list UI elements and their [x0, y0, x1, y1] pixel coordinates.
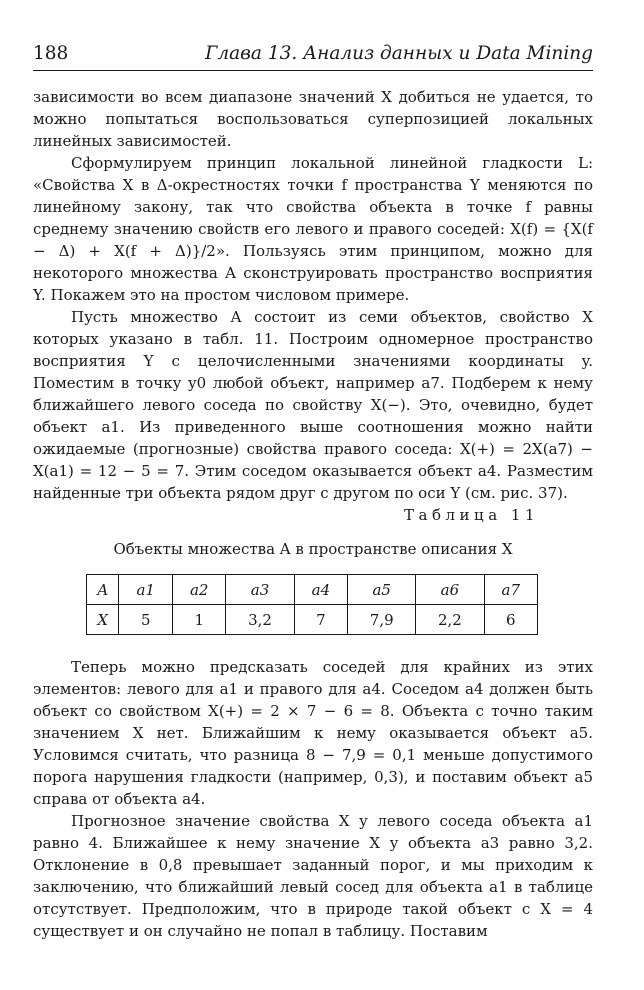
- table-row: [87, 605, 538, 635]
- paragraph: Теперь можно предсказать соседей для крайних из этих элементов: левого для a1 и правого для a4. Соседом a4 должен быть объект со свойством X(+) = 2 × 7 − 6 = 8. Объекта с точно таким значением X нет. Ближайшим к нему оказывается объект a5. Условимся считать, что разница 8 − 7,9 = 0,1 меньше допустимого порога нарушения гладкости (например, 0,3), и поставим объект a5 справа от объекта a4.: [33, 658, 593, 808]
- table-cell: a4: [294, 575, 347, 605]
- page-number: 188: [33, 43, 69, 64]
- body-text-top: [33, 86, 593, 504]
- body-text-bottom: [33, 656, 593, 942]
- paragraph: Прогнозное значение свойства X у левого соседа объекта a1 равно 4. Ближайшее к нему значение X у объекта a3 равно 3,2. Отклонение в 0,8 превышает заданный порог, и мы приходим к заключению, что ближайший левый сосед для объекта a1 в таблице отсутствует. Предположим, что в природе такой объект с X = 4 существует и он случайно не попал в таблицу. Поставим: [33, 812, 593, 940]
- table-cell: X: [87, 605, 119, 635]
- table-cell: 7,9: [348, 605, 416, 635]
- table-caption: Объекты множества A в пространстве описания X: [113, 540, 513, 558]
- table-cell: 2,2: [416, 605, 484, 635]
- header-rule: [33, 70, 593, 71]
- paragraph: Пусть множество A состоит из семи объектов, свойство X которых указано в табл. 11. Построим одномерное пространство восприятия Y с целочисленными значениями координаты y. Поместим в точку y0 любой объект, например a7. Подберем к нему ближайшего левого соседа по свойству X(−). Это, очевидно, будет объект a1. Из приведенного выше соотношения можно найти ожидаемые (прогнозные) свойства правого соседа: X(+) = 2X(a7) − X(a1) = 12 − 5 = 7. Этим соседом оказывается объект a4. Разместим найденные три объекта рядом друг с другом по оси Y (см. рис. 37).: [33, 308, 593, 502]
- table-cell: 3,2: [226, 605, 294, 635]
- table-label: Таблица 11: [404, 506, 539, 524]
- table-cell: a5: [348, 575, 416, 605]
- table-cell: 1: [172, 605, 225, 635]
- chapter-title: Глава 13. Анализ данных и Data Mining: [205, 43, 593, 64]
- table-cell: a7: [484, 575, 538, 605]
- table-cell: A: [87, 575, 119, 605]
- table-cell: 6: [484, 605, 538, 635]
- page-header: [33, 42, 593, 66]
- table-cell: a1: [119, 575, 172, 605]
- table-cell: 5: [119, 605, 172, 635]
- data-table: [86, 574, 538, 635]
- table-cell: 7: [294, 605, 347, 635]
- table-cell: a6: [416, 575, 484, 605]
- table-row: [87, 575, 538, 605]
- paragraph: Сформулируем принцип локальной линейной гладкости L: «Свойства X в Δ-окрестностях точки f пространства Y меняются по линейному закону, так что свойства объекта в точке f равны среднему значению свойств его левого и правого соседей: X(f) = {X(f − Δ) + X(f + Δ)}/2». Пользуясь этим принципом, можно для некоторого множества A сконструировать пространство восприятия Y. Покажем это на простом числовом примере.: [33, 154, 593, 304]
- paragraph: зависимости во всем диапазоне значений X добиться не удается, то можно попытаться воспользоваться суперпозицией локальных линейных зависимостей.: [33, 88, 593, 150]
- table-cell: a2: [172, 575, 225, 605]
- table-cell: a3: [226, 575, 294, 605]
